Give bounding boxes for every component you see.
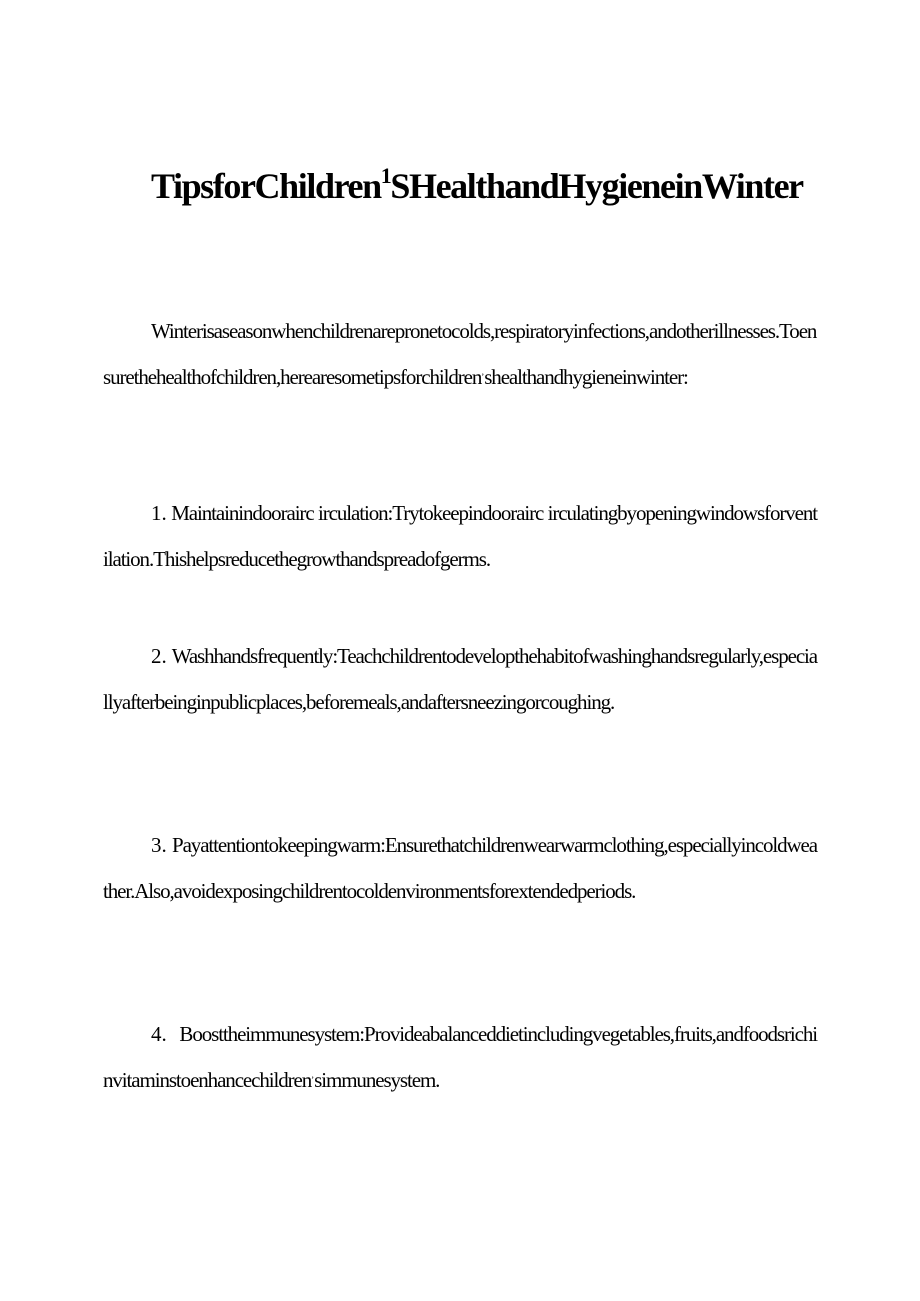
- title-part-1: TipsforChildren: [151, 166, 381, 206]
- intro-text-1: Winterisaseasonwhenchildrenarepronetocolds,respiratoryinfections,andotherillnesses.Toensurethehealthofchildren,herearesometipsforchildren: [103, 319, 817, 389]
- apostrophe-mark: ’: [481, 372, 485, 382]
- intro-text-2: shealthandhygieneinwinter:: [484, 365, 688, 389]
- apostrophe-mark: ’: [311, 1075, 315, 1085]
- tip-item: [103, 1011, 817, 1103]
- document-title: [103, 162, 817, 210]
- title-superscript: 1: [380, 163, 391, 188]
- tip-text: Washhandsfrequently:Teachchildrentodevelopthehabitofwashinghandsregularly,especiallyafterbeinginpublicplaces,beforemeals,andaftersneezingorcoughing.: [103, 644, 817, 714]
- tip-number: 3.: [151, 833, 167, 857]
- tip-text: Payattentiontokeepingwarm:Ensurethatchildrenwearwarmclothing,especiallyincoldweather.Also,avoidexposingchildrentocoldenvironmentsforextendedperiods.: [103, 833, 817, 903]
- title-part-2: SHealthandHygieneinWinter: [390, 166, 803, 206]
- tip-number: 2.: [151, 644, 167, 668]
- tip-text: Maintainindoorairc irculation:Trytokeepindoorairc irculatingbyopeningwindowsforventilation.Thishelpsreducethegrowthandspreadofgerms.: [103, 501, 817, 571]
- tip-item: [103, 822, 817, 914]
- tip-number: 4.: [151, 1022, 167, 1046]
- tip-text-1: Boosttheimmunesystem:Provideabalanceddietincludingvegetables,fruits,andfoodsrichinvitaminstoenhancechildren: [103, 1022, 817, 1092]
- tip-item: [103, 490, 817, 582]
- tip-text-2: simmunesystem.: [314, 1068, 440, 1092]
- tip-number: 1.: [151, 501, 167, 525]
- tip-item: [103, 633, 817, 725]
- intro-paragraph: [103, 308, 817, 400]
